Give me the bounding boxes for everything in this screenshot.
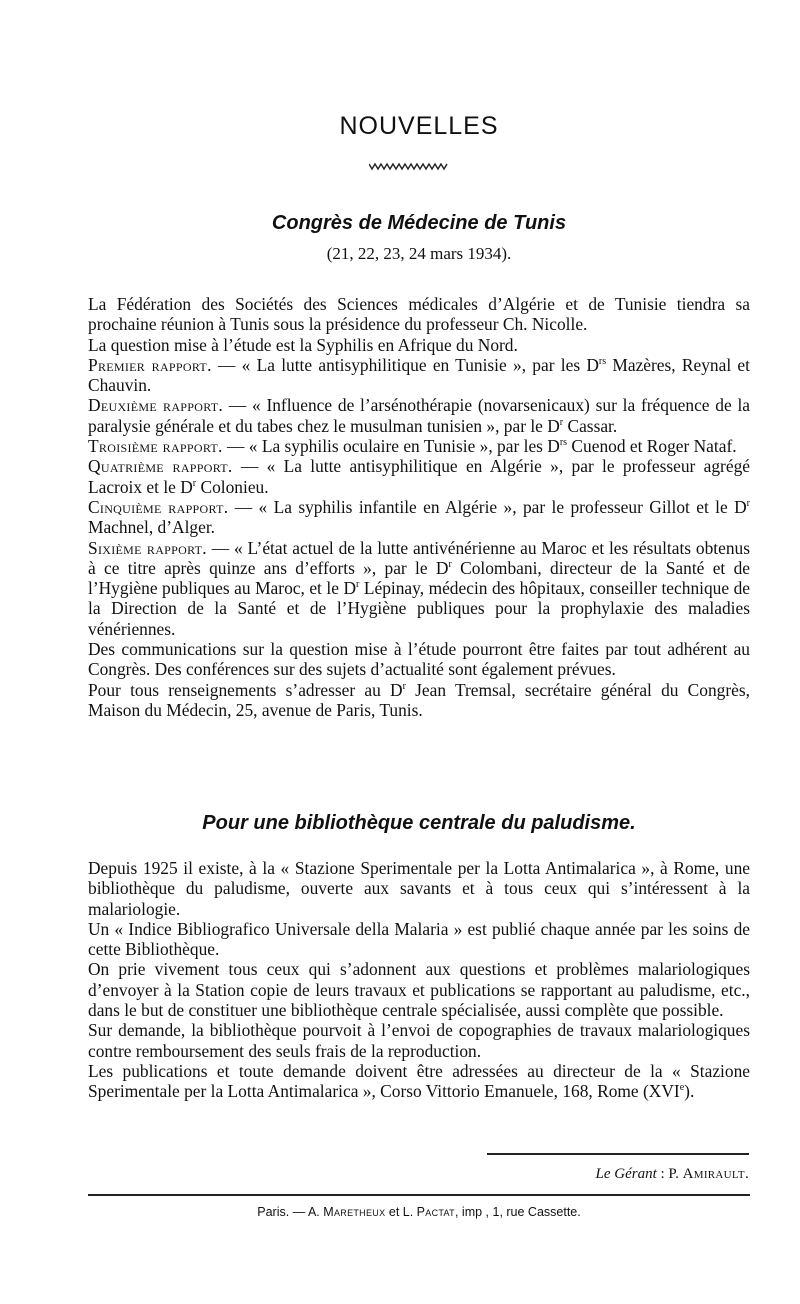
contact-paragraph: Pour tous renseignements s’adresser au $D^r$ Jean Tremsal, secrétaire général du Congrès, Maison du Médecin, 25, avenue de Paris, Tunis. <box>88 679 750 720</box>
report-item: Premier rapport. — « La lutte antisyphilitique en Tunisie », par les $D^{rs}$ Mazères, Reynal et Chauvin. <box>88 354 750 396</box>
wavy-ornament-divider <box>369 160 449 172</box>
report-label: Troisième rapport. <box>88 436 223 457</box>
communications-paragraph: Des communications sur la question mise à l’étude pourront être faites par tout adhérent au Congrès. Des conférences sur des sujets d’actualité sont également prévues. <box>88 639 750 680</box>
malaria-paragraph: Les publications et toute demande doivent être adressées au directeur de la « Stazione Sperimentale per la Lotta Antimalarica », Corso Vittorio Emanuele, 168, Rome (XVIe). <box>88 1060 750 1102</box>
report-label: Premier rapport. <box>88 354 212 375</box>
congress-body <box>88 294 750 720</box>
signature-rule <box>487 1153 749 1155</box>
malaria-paragraph: On prie vivement tous ceux qui s’adonnent aux questions et problèmes malariologiques d’envoyer à la Station copie de leurs travaux et publications se rapportant au paludisme, etc., dans le but de constituer une bibliothèque centrale spécialisée, aussi complète que possible. <box>88 959 750 1021</box>
printer-imprint: Paris. — A. Maretheux et L. Pactat, imp , 1, rue Cassette. <box>257 1205 581 1219</box>
congress-dates: (21, 22, 23, 24 mars 1934). <box>326 244 512 263</box>
report-label: Cinquième rapport. <box>88 496 229 517</box>
malaria-title: Pour une bibliothèque centrale du paludisme. <box>202 812 636 834</box>
congress-title: Congrès de Médecine de Tunis <box>271 212 567 234</box>
malaria-heading <box>88 812 750 835</box>
gerant-signature: Le Gérant : P. Amirault. <box>595 1166 749 1182</box>
malaria-paragraph: Sur demande, la bibliothèque pourvoit à l’envoi de copographies de travaux malariologiques contre remboursement des seuls frais de la reproduction. <box>88 1020 750 1061</box>
report-label: Deuxième rapport. <box>88 395 224 416</box>
congress-topic-paragraph: La question mise à l’étude est la Syphilis en Afrique du Nord. <box>88 334 518 355</box>
malaria-paragraph: Depuis 1925 il existe, à la « Stazione Sperimentale per la Lotta Antimalarica », à Rome, une bibliothèque du paludisme, ouverte aux savants et à tous ceux qui s’intéressent à la malariologie. <box>88 858 750 919</box>
report-label: Quatrième rapport. <box>88 456 233 477</box>
page-title: NOUVELLES <box>339 112 499 140</box>
report-item: Sixième rapport. — « L’état actuel de la lutte antivénérienne au Maroc et les résultats obtenus à ce titre après quinze ans d’efforts », par le $D^r$ Colombani, directeur de la Santé et de l’Hygiène publiques au Maroc, et le $D^r$ Lépinay, médecin des hôpitaux, conseiller technique de la Direction de la Santé et de l’Hygiène publiques pour la prophylaxie des maladies vénériennes. <box>88 537 751 639</box>
report-label: Sixième rapport. <box>88 537 207 558</box>
congress-heading <box>88 212 750 264</box>
report-item: Troisième rapport. — « La syphilis oculaire en Tunisie », par les $D^{rs}$ Cuenod et Roger Nataf. <box>88 436 737 457</box>
report-item: Cinquième rapport. — « La syphilis infantile en Algérie », par le professeur Gillot et le $D^r$ Machnel, d’Alger. <box>88 496 751 538</box>
malaria-body <box>88 858 750 1102</box>
malaria-paragraph: Un « Indice Bibliografico Universale della Malaria » est publié chaque année par les soins de cette Bibliothèque. <box>88 918 750 960</box>
document-page <box>88 0 750 1304</box>
report-item: Quatrième rapport. — « La lutte antisyphilitique en Algérie », par le professeur agrégé Lacroix et le $D^r$ Colonieu. <box>88 456 750 497</box>
footer-rule <box>88 1194 750 1196</box>
congress-intro-paragraph: La Fédération des Sociétés des Sciences médicales d’Algérie et de Tunisie tiendra sa prochaine réunion à Tunis sous la présidence du professeur Ch. Nicolle. <box>88 294 750 335</box>
report-item: Deuxième rapport. — « Influence de l’arsénothérapie (novarsenicaux) sur la fréquence de la paralysie générale et du tabes chez le musulman tunisien », par le $D^r$ Cassar. <box>88 395 750 436</box>
